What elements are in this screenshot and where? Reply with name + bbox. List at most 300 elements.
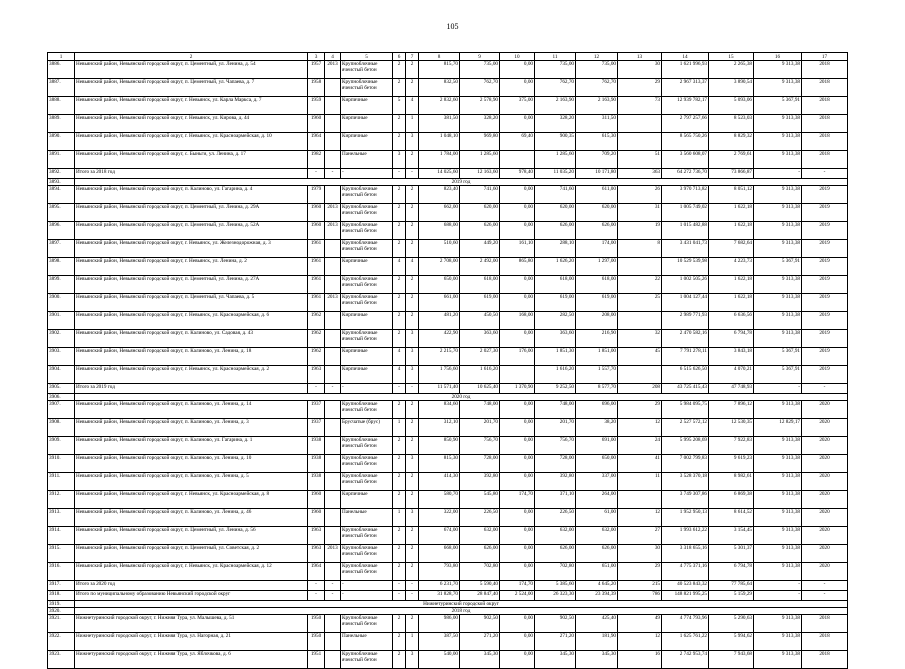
max-cost-per-sqm: 5 367,91 (754, 366, 802, 384)
address: Невьянский район, Невьянский городской округ, п. Цементный, ул. Ленина, д. 52А (75, 222, 308, 240)
table-row (48, 61, 848, 79)
max-cost-per-sqm: 9 313,38 (754, 61, 802, 79)
planned-year: - (802, 169, 848, 179)
residents: 208 (618, 384, 662, 394)
cost-per-sqm: 1 622,18 (709, 294, 754, 312)
renovation-year (325, 115, 341, 133)
planned-year: 2020 (802, 509, 848, 527)
living-area: 632,00 (460, 527, 500, 545)
renovation-year (325, 651, 341, 669)
residents: 11 (618, 473, 662, 491)
wall-material: Кирпичные (341, 258, 393, 276)
row-number: 3915. (48, 545, 75, 563)
address: Невьянский район, Невьянский городской округ, г. Невьянск, ул. Красноармейская, д. 10 (75, 133, 308, 151)
max-cost-per-sqm: 9 313,38 (754, 186, 802, 204)
cost-per-sqm: 6 794,78 (709, 563, 754, 581)
living-area: 618,00 (460, 276, 500, 294)
living-area: 756,70 (460, 437, 500, 455)
table-row (48, 115, 848, 133)
build-year: 1964 (308, 133, 325, 151)
section-label: 2020 год (75, 394, 848, 401)
address: Невьянский район, Невьянский городской округ, с. Быньги, ул. Ленина, д. 17 (75, 151, 308, 169)
residents: 73 (618, 97, 662, 115)
municipal-area: 1 297,00 (576, 258, 618, 276)
planned-year: 2019 (802, 330, 848, 348)
build-year: 1964 (308, 563, 325, 581)
residents: 363 (618, 169, 662, 179)
total-area: 31 828,70 (419, 591, 460, 601)
section-row (48, 608, 848, 615)
max-cost-per-sqm: 9 313,38 (754, 491, 802, 509)
municipal-area: 626,00 (576, 222, 618, 240)
wall-material: Кирпичные (341, 366, 393, 384)
max-cost-per-sqm: 9 313,38 (754, 294, 802, 312)
total-cost: 2 989 771,93 (662, 312, 709, 330)
column-number: 10 (500, 53, 535, 61)
wall-material: Крупноблочные ячеистый бетон (341, 651, 393, 669)
total-area: 688,00 (419, 222, 460, 240)
row-number: 3912. (48, 491, 75, 509)
cost-per-sqm: 8 523,03 (709, 115, 754, 133)
living-area: 449,20 (460, 240, 500, 258)
living-area: 10 625,40 (460, 384, 500, 394)
address: Итого за 2019 год (75, 384, 308, 394)
residents: 29 (618, 563, 662, 581)
private-area: 620,00 (535, 204, 576, 222)
entrances: 2 (406, 294, 419, 312)
residents: 19 (618, 222, 662, 240)
municipal-area: 174,00 (576, 240, 618, 258)
cost-per-sqm: 2 265,38 (709, 61, 754, 79)
entrances: 2 (406, 204, 419, 222)
private-area: 363,60 (535, 330, 576, 348)
living-area: 271,20 (460, 633, 500, 651)
section-label: Нижнетуринский городской округ (75, 601, 848, 608)
table-row (48, 133, 848, 151)
cost-per-sqm: 3 843,18 (709, 348, 754, 366)
table-row (48, 222, 848, 240)
renovation-year (325, 240, 341, 258)
renovation-year: - (325, 591, 341, 601)
wall-material: Крупноблочные ячеистый бетон (341, 401, 393, 419)
section-row (48, 601, 848, 608)
total-cost: 2 797 257,66 (662, 115, 709, 133)
column-number: 12 (576, 53, 618, 61)
column-number-row (48, 53, 848, 61)
address: Невьянский район, Невьянский городской округ, п. Калиново, ул. Ленина, д. 14 (75, 401, 308, 419)
section-row (48, 179, 848, 186)
entrances: 4 (406, 97, 419, 115)
column-number: 15 (709, 53, 754, 61)
entrances: 3 (406, 366, 419, 384)
nonresidential-area: 0,00 (500, 563, 535, 581)
total-area: 650,00 (419, 276, 460, 294)
table-row (48, 240, 848, 258)
planned-year: 2019 (802, 258, 848, 276)
floors: 2 (393, 61, 406, 79)
row-number: 3898. (48, 258, 75, 276)
row-number: 3921. (48, 615, 75, 633)
nonresidential-area: 0,00 (500, 222, 535, 240)
row-number: 3920. (48, 608, 75, 615)
max-cost-per-sqm: 9 313,38 (754, 79, 802, 97)
wall-material: Кирпичные (341, 312, 393, 330)
entrances: 3 (406, 651, 419, 669)
living-area: 2 492,00 (460, 258, 500, 276)
cost-per-sqm: 73 866,87 (709, 169, 754, 179)
build-year: 1951 (308, 651, 325, 669)
total-area: 834,60 (419, 401, 460, 419)
municipal-area: 337,00 (576, 473, 618, 491)
total-cost: 1 002 505,26 (662, 276, 709, 294)
private-area: 371,10 (535, 491, 576, 509)
floors: - (393, 591, 406, 601)
total-cost: 3 749 307,86 (662, 491, 709, 509)
row-number: 3889. (48, 115, 75, 133)
total-cost: 3 318 655,16 (662, 545, 709, 563)
residents: 22 (618, 276, 662, 294)
row-number: 3892. (48, 169, 75, 179)
cost-per-sqm: 8 829,32 (709, 133, 754, 151)
build-year: 1963 (308, 545, 325, 563)
residents (618, 133, 662, 151)
municipal-area: 626,00 (576, 545, 618, 563)
row-number: 3910. (48, 455, 75, 473)
total-area: 668,00 (419, 545, 460, 563)
total-cost: 40 523 843,32 (662, 581, 709, 591)
row-number: 3907. (48, 401, 75, 419)
build-year: - (308, 581, 325, 591)
column-number: 17 (802, 53, 848, 61)
cost-per-sqm: 7 922,83 (709, 437, 754, 455)
build-year: 1959 (308, 97, 325, 115)
entrances: 2 (406, 545, 419, 563)
max-cost-per-sqm: 9 313,38 (754, 455, 802, 473)
floors: 2 (393, 633, 406, 651)
planned-year: 2018 (802, 615, 848, 633)
renovation-year: 2013 (325, 545, 341, 563)
cost-per-sqm: 5 159,29 (709, 591, 754, 601)
table-row (48, 401, 848, 419)
column-number: 16 (754, 53, 802, 61)
planned-year: 2018 (802, 633, 848, 651)
nonresidential-area: 0,00 (500, 204, 535, 222)
wall-material: Кирпичные (341, 115, 393, 133)
address: Невьянский район, Невьянский городской округ, г. Невьянск, ул. Карла Маркса, д. 7 (75, 97, 308, 115)
build-year: 1938 (308, 437, 325, 455)
renovation-year (325, 473, 341, 491)
entrances: 2 (406, 473, 419, 491)
cost-per-sqm: 4 223,73 (709, 258, 754, 276)
address: Невьянский район, Невьянский городской округ, г. Невьянск, ул. Кирова, д. 44 (75, 115, 308, 133)
planned-year: 2020 (802, 401, 848, 419)
municipal-area: 61,00 (576, 509, 618, 527)
row-number: 3908. (48, 419, 75, 437)
build-year: 1960 (308, 115, 325, 133)
municipal-area: 620,00 (576, 204, 618, 222)
living-area: 626,00 (460, 222, 500, 240)
living-area: 5 590,40 (460, 581, 500, 591)
living-area: 626,00 (460, 545, 500, 563)
nonresidential-area (500, 366, 535, 384)
renovation-year: 2013 (325, 61, 341, 79)
renovation-year: - (325, 581, 341, 591)
total-area: 11 571,40 (419, 384, 460, 394)
private-area: 626,00 (535, 222, 576, 240)
floors: 3 (393, 151, 406, 169)
floors: 4 (393, 366, 406, 384)
total-area: 986,00 (419, 615, 460, 633)
planned-year: 2019 (802, 276, 848, 294)
max-cost-per-sqm: 9 313,38 (754, 633, 802, 651)
nonresidential-area: 0,00 (500, 186, 535, 204)
nonresidential-area: 0,00 (500, 545, 535, 563)
private-area: 2 163,90 (535, 97, 576, 115)
table-row (48, 276, 848, 294)
row-number: 3919. (48, 601, 75, 608)
total-cost: 6 515 626,50 (662, 366, 709, 384)
total-area: 832,50 (419, 79, 460, 97)
address: Невьянский район, Невьянский городской округ, п. Калиново, ул. Садовая, д. 43 (75, 330, 308, 348)
planned-year: 2020 (802, 563, 848, 581)
nonresidential-area: 176,00 (500, 348, 535, 366)
address: Невьянский район, Невьянский городской округ, п. Калиново, ул. Гагарина, д. 4 (75, 186, 308, 204)
renovation-year (325, 401, 341, 419)
floors: 2 (393, 401, 406, 419)
address: Невьянский район, Невьянский городской округ, п. Цементный, ул. Ленина, д. 56 (75, 527, 308, 545)
row-number: 3911. (48, 473, 75, 491)
address: Нижнетуринский городской округ, г. Нижняя Тура, ул. Нагорная, д. 21 (75, 633, 308, 651)
total-cost: 2 967 313,37 (662, 79, 709, 97)
residents (618, 115, 662, 133)
private-area: 902,50 (535, 615, 576, 633)
planned-year: 2019 (802, 348, 848, 366)
living-area: 545,80 (460, 491, 500, 509)
cost-per-sqm: 1 622,18 (709, 222, 754, 240)
residents: 41 (618, 455, 662, 473)
living-area: 735,00 (460, 61, 500, 79)
address: Невьянский район, Невьянский городской округ, п. Цементный, ул. Ленина, д. 29А (75, 204, 308, 222)
total-area: 422,90 (419, 330, 460, 348)
column-number: 2 (75, 53, 308, 61)
cost-per-sqm: 77 785,64 (709, 581, 754, 591)
row-number: 3893. (48, 179, 75, 186)
private-area: 345,30 (535, 651, 576, 669)
total-cost: 10 529 539,98 (662, 258, 709, 276)
address: Невьянский район, Невьянский городской округ, г. Невьянск, ул. Красноармейская, д. 2 (75, 366, 308, 384)
build-year: - (308, 384, 325, 394)
planned-year: 2019 (802, 294, 848, 312)
residents: 30 (618, 61, 662, 79)
municipal-area: 10 171,80 (576, 169, 618, 179)
entrances: 2 (406, 401, 419, 419)
renovation-year (325, 563, 341, 581)
wall-material: Крупноблочные ячеистый бетон (341, 204, 393, 222)
total-area: 387,50 (419, 633, 460, 651)
max-cost-per-sqm: 5 367,91 (754, 258, 802, 276)
table-row (48, 563, 848, 581)
total-cost: 1 004 127,44 (662, 294, 709, 312)
residents: 26 (618, 186, 662, 204)
private-area: 632,00 (535, 527, 576, 545)
renovation-year: - (325, 384, 341, 394)
row-number: 3899. (48, 276, 75, 294)
row-number: 3909. (48, 437, 75, 455)
entrances: 3 (406, 509, 419, 527)
residents: 29 (618, 79, 662, 97)
municipal-area: 691,00 (576, 437, 618, 455)
municipal-area: 650,00 (576, 455, 618, 473)
wall-material: Кирпичные (341, 348, 393, 366)
cost-per-sqm: 2 769,61 (709, 151, 754, 169)
living-area: 620,00 (460, 204, 500, 222)
total-cost: 1 993 612,22 (662, 527, 709, 545)
living-area: 28 847,40 (460, 591, 500, 601)
total-area: 510,60 (419, 240, 460, 258)
max-cost-per-sqm: 9 313,38 (754, 204, 802, 222)
wall-material: Крупноблочные ячеистый бетон (341, 276, 393, 294)
renovation-year (325, 151, 341, 169)
nonresidential-area: 0,00 (500, 330, 535, 348)
build-year: 1961 (308, 276, 325, 294)
residents: 24 (618, 437, 662, 455)
private-area: 201,70 (535, 419, 576, 437)
total-row (48, 169, 848, 179)
max-cost-per-sqm: 12 829,17 (754, 419, 802, 437)
max-cost-per-sqm: 9 313,38 (754, 401, 802, 419)
table-row (48, 186, 848, 204)
build-year: 1962 (308, 330, 325, 348)
nonresidential-area: 174,70 (500, 581, 535, 591)
total-cost: 7 002 799,83 (662, 455, 709, 473)
table-row (48, 419, 848, 437)
renovation-year (325, 455, 341, 473)
wall-material: - (341, 169, 393, 179)
municipal-area: 1 557,70 (576, 366, 618, 384)
residents: 8 (618, 240, 662, 258)
address: Итого за 2018 год (75, 169, 308, 179)
floors: 2 (393, 615, 406, 633)
column-number: 7 (406, 53, 419, 61)
planned-year: 2018 (802, 61, 848, 79)
renovation-year (325, 348, 341, 366)
max-cost-per-sqm: 5 367,91 (754, 97, 802, 115)
total-cost: 64 272 736,70 (662, 169, 709, 179)
cost-per-sqm: 7 896,12 (709, 401, 754, 419)
wall-material: Крупноблочные ячеистый бетон (341, 186, 393, 204)
living-area: 2 578,90 (460, 97, 500, 115)
private-area: 26 323,30 (535, 591, 576, 601)
planned-year: 2020 (802, 455, 848, 473)
living-area: 12 163,60 (460, 169, 500, 179)
entrances: 3 (406, 133, 419, 151)
floors: - (393, 169, 406, 179)
build-year: 1957 (308, 61, 325, 79)
column-number: 4 (325, 53, 341, 61)
entrances: - (406, 384, 419, 394)
planned-year: 2020 (802, 545, 848, 563)
entrances: 1 (406, 115, 419, 133)
nonresidential-area: 0,00 (500, 651, 535, 669)
renovation-year (325, 527, 341, 545)
private-area: 328,20 (535, 115, 576, 133)
build-year: 1960 (308, 509, 325, 527)
municipal-area: 23 394,39 (576, 591, 618, 601)
floors: 4 (393, 348, 406, 366)
nonresidential-area: 0,00 (500, 79, 535, 97)
municipal-area: 264,00 (576, 491, 618, 509)
table-row (48, 79, 848, 97)
private-area: 392,80 (535, 473, 576, 491)
build-year: 1962 (308, 348, 325, 366)
wall-material: Кирпичные (341, 133, 393, 151)
nonresidential-area: 0,00 (500, 276, 535, 294)
cost-per-sqm: 5 994,62 (709, 633, 754, 651)
living-area: 226,50 (460, 509, 500, 527)
residents: 27 (618, 527, 662, 545)
row-number: 3922. (48, 633, 75, 651)
entrances: 2 (406, 240, 419, 258)
row-number: 3904. (48, 366, 75, 384)
section-label: 2018 год (75, 608, 848, 615)
nonresidential-area (500, 151, 535, 169)
address: Невьянский район, Невьянский городской округ, п. Калиново, ул. Ленина, д. 3 (75, 419, 308, 437)
nonresidential-area: 168,00 (500, 312, 535, 330)
planned-year: - (802, 384, 848, 394)
total-area: 381,50 (419, 115, 460, 133)
total-row (48, 591, 848, 601)
wall-material: Крупноблочные ячеистый бетон (341, 61, 393, 79)
table-row (48, 545, 848, 563)
floors: 2 (393, 133, 406, 151)
private-area: 11 035,20 (535, 169, 576, 179)
build-year: 1961 (308, 240, 325, 258)
planned-year: 2018 (802, 133, 848, 151)
total-cost: 1 625 761,22 (662, 633, 709, 651)
renovation-year (325, 633, 341, 651)
private-area: 288,10 (535, 240, 576, 258)
build-year: 1938 (308, 473, 325, 491)
private-area: 282,50 (535, 312, 576, 330)
total-area: 1 784,00 (419, 151, 460, 169)
address: Невьянский район, Невьянский городской округ, п. Калиново, ул. Ленина, д. 46 (75, 509, 308, 527)
nonresidential-area: 2 524,00 (500, 591, 535, 601)
build-year: 1950 (308, 633, 325, 651)
table-row (48, 527, 848, 545)
max-cost-per-sqm: 9 313,38 (754, 563, 802, 581)
wall-material: - (341, 384, 393, 394)
private-area: 1 616,20 (535, 366, 576, 384)
planned-year: 2018 (802, 97, 848, 115)
max-cost-per-sqm: 9 313,38 (754, 276, 802, 294)
row-number: 3900. (48, 294, 75, 312)
nonresidential-area: 69,40 (500, 133, 535, 151)
nonresidential-area: 0,00 (500, 115, 535, 133)
renovation-year (325, 330, 341, 348)
total-cost: 148 821 995,25 (662, 591, 709, 601)
nonresidential-area: 0,00 (500, 437, 535, 455)
private-area: 1 851,30 (535, 348, 576, 366)
address: Невьянский район, Невьянский городской округ, п. Калиново, ул. Ленина, д. 5 (75, 473, 308, 491)
column-number: 1 (48, 53, 75, 61)
floors: 2 (393, 186, 406, 204)
private-area: 618,00 (535, 276, 576, 294)
floors: 2 (393, 491, 406, 509)
max-cost-per-sqm: 9 313,38 (754, 312, 802, 330)
floors: 2 (393, 437, 406, 455)
wall-material: Панельные (341, 151, 393, 169)
row-number: 3923. (48, 651, 75, 669)
